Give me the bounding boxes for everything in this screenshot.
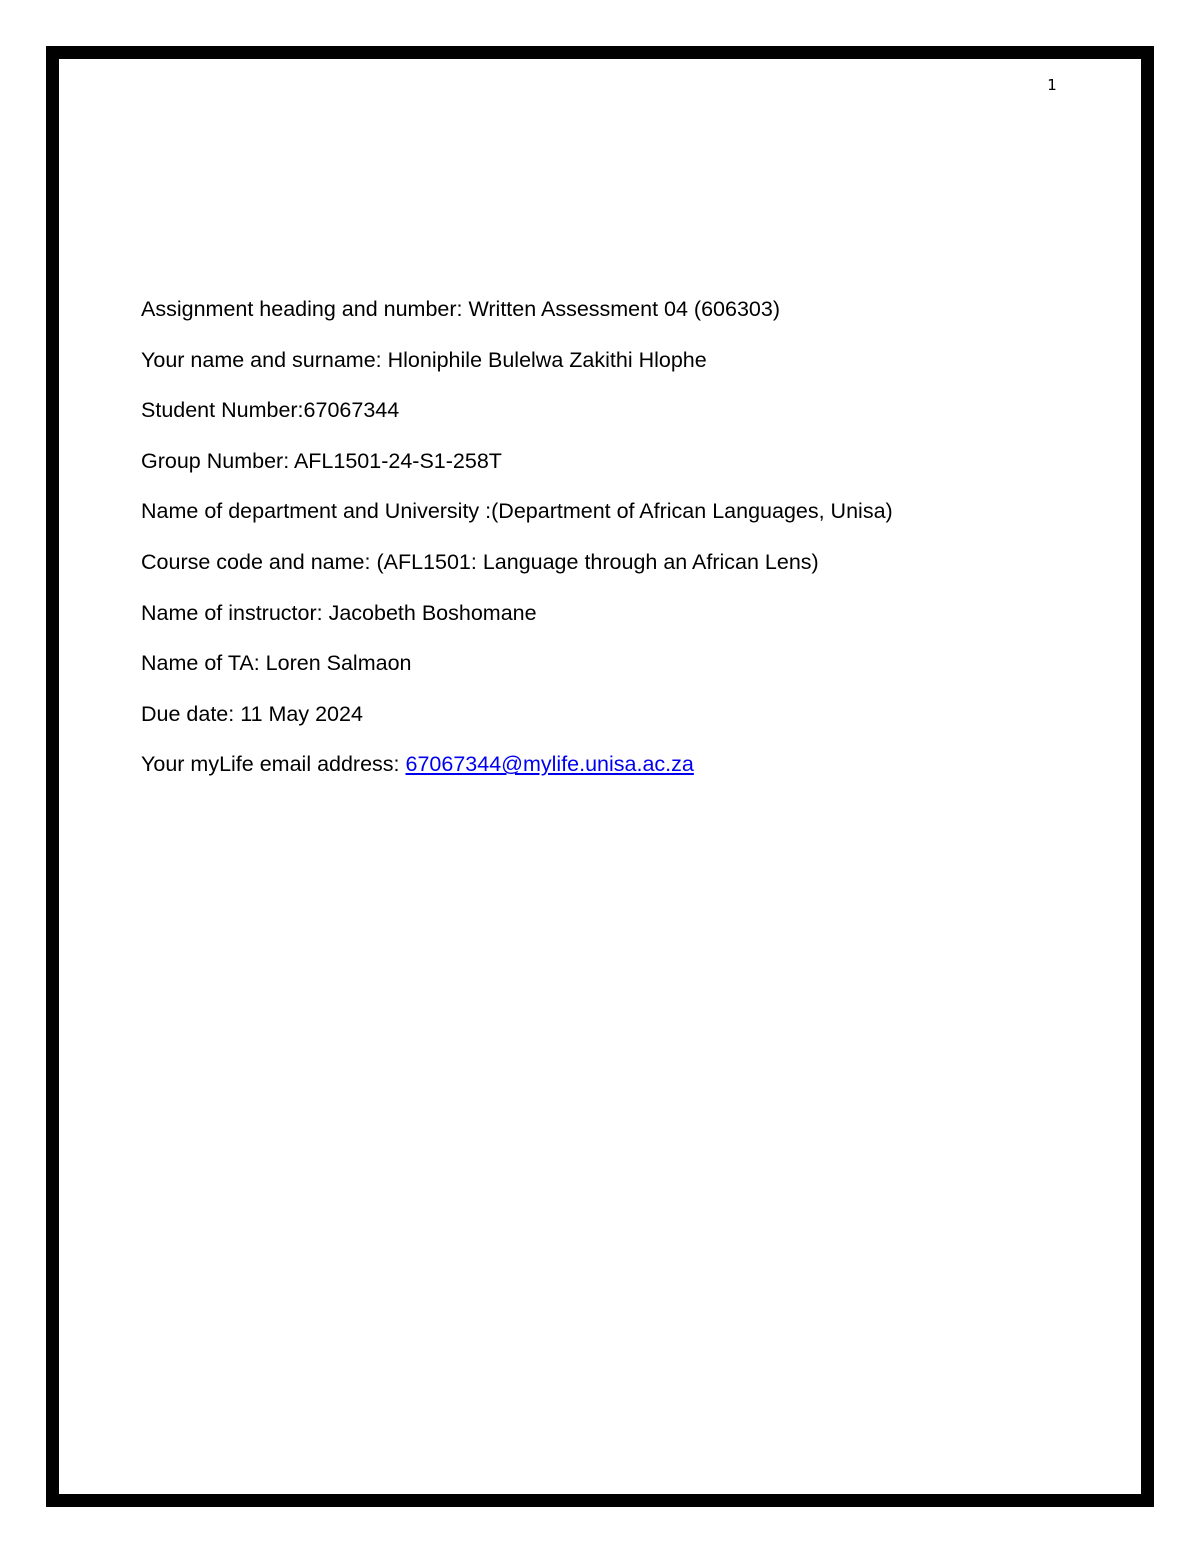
instructor-line: Name of instructor: Jacobeth Boshomane (141, 600, 537, 625)
assignment-heading-line: Assignment heading and number: Written Assessment 04 (606303) (141, 297, 780, 321)
student-number-line: Student Number:67067344 (141, 398, 400, 423)
course-line: Course code and name: (AFL1501: Language through an African Lens) (141, 549, 819, 574)
email-label: Your myLife email address: (141, 752, 406, 777)
page-number: 1 (1047, 76, 1057, 94)
group-number-line: Group Number: AFL1501-24-S1-258T (141, 448, 502, 473)
due-date-line: Due date: 11 May 2024 (141, 701, 363, 726)
email-line (141, 751, 1091, 778)
ta-line: Name of TA: Loren Salmaon (141, 651, 412, 676)
department-line: Name of department and University :(Department of African Languages, Unisa) (141, 499, 893, 524)
cover-details (141, 296, 1091, 802)
student-name-line: Your name and surname: Hloniphile Bulelwa Zakithi Hlophe (141, 347, 707, 372)
email-link[interactable]: 67067344@mylife.unisa.ac.za (405, 752, 694, 777)
